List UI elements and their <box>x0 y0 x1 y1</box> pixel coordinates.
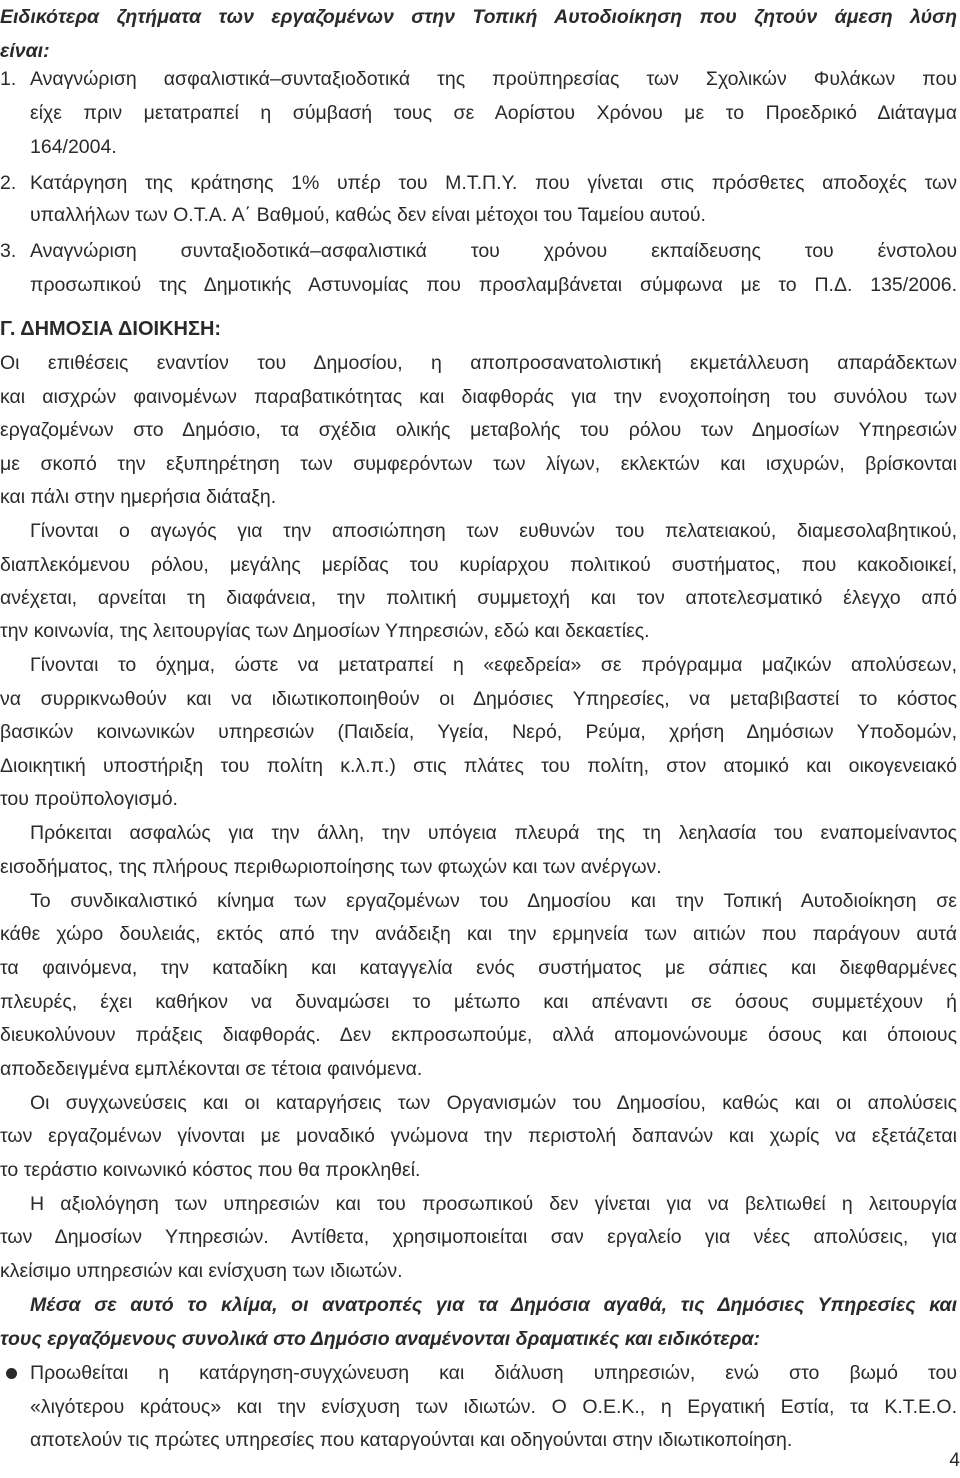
bullet-line-2: «λιγότερου κράτους» και την ενίσχυση των ιδιωτών. Ο Ο.Ε.Κ., η Εργατική Εστία, τα Κ.Τ.Ε.Ο. <box>30 1396 957 1418</box>
emphasis-line-1: Μέσα σε αυτό το κλίμα, οι ανατροπές για τα Δημόσια αγαθά, τις Δημόσιες Υπηρεσίες και <box>30 1294 957 1316</box>
paragraph-6-line-1: Οι συγχωνεύσεις και οι καταργήσεις των Οργανισμών του Δημοσίου, καθώς και οι απολύσεις <box>30 1092 957 1114</box>
bullet-line-1: Προωθείται η κατάργηση-συγχώνευση και διάλυση υπηρεσιών, ενώ στο βωμό του <box>30 1362 957 1384</box>
emphasis-line-2: τους εργαζόμενους συνολικά στο Δημόσιο αναμένονται δραματικές και ειδικότερα: <box>0 1328 761 1350</box>
paragraph-5-line-6: αποδεδειγμένα εμπλέκονται σε τέτοια φαινόμενα. <box>0 1058 423 1080</box>
item-3-line-2: προσωπικού της Δημοτικής Αστυνομίας που προσλαμβάνεται σύμφωνα με το Π.Δ. 135/2006. <box>30 274 957 296</box>
paragraph-2-line-2: διαπλεκόμενου ρόλου, μεγάλης μερίδας του κυρίαρχου πολιτικού συστήματος, που κακοδιοικεί, <box>0 554 957 576</box>
paragraph-4-line-1: Πρόκειται ασφαλώς για την άλλη, την υπόγεια πλευρά της τη λεηλασία του εναπομείναντος <box>30 822 957 844</box>
paragraph-4-line-2: εισοδήματος, της πλήρους περιθωριοποίησης των φτωχών και των ανέργων. <box>0 856 662 878</box>
paragraph-3-line-4: Διοικητική υποστήριξη του πολίτη κ.λ.π.) στις πλάτες του πολίτη, στον ατομικό και οικογενειακό <box>0 755 957 777</box>
paragraph-5-line-3: τα φαινόμενα, την καταδίκη και καταγγελία ενός συστήματος με σάπιες και διεφθαρμένες <box>0 957 957 979</box>
item-1-line-3: 164/2004. <box>30 136 117 158</box>
paragraph-2-line-1: Γίνονται ο αγωγός για την αποσιώπηση των ευθυνών του πελατειακού, διαμεσολαβητικού, <box>30 520 957 542</box>
list-number-3: 3. <box>0 240 17 262</box>
paragraph-6-line-3: το τεράστιο κοινωνικό κόστος που θα προκληθεί. <box>0 1159 421 1181</box>
item-3-line-1: Αναγνώριση συνταξιοδοτικά–ασφαλιστικά του χρόνου εκπαίδευσης του ένστολου <box>30 240 957 262</box>
list-number-1: 1. <box>0 68 17 90</box>
paragraph-7-line-2: των Δημοσίων Υπηρεσιών. Αντίθετα, χρησιμοποιείται σαν εργαλείο για νέες απολύσεις, για <box>0 1226 957 1248</box>
list-number-2: 2. <box>0 172 17 194</box>
paragraph-3-line-3: βασικών κοινωνικών υπηρεσιών (Παιδεία, Υγεία, Νερό, Ρεύμα, χρήση Δημόσιων Υποδομών, <box>0 721 957 743</box>
paragraph-7-line-1: Η αξιολόγηση των υπηρεσιών και του προσωπικού δεν γίνεται για να βελτιωθεί η λειτουργία <box>30 1193 957 1215</box>
page-number: 4 <box>949 1450 960 1471</box>
intro-heading-line-2: είναι: <box>0 40 50 62</box>
paragraph-3-line-1: Γίνονται το όχημα, ώστε να μετατραπεί η «εφεδρεία» σε πρόγραμμα μαζικών απολύσεων, <box>30 654 957 676</box>
intro-heading-line-1: Ειδικότερα ζητήματα των εργαζομένων στην Τοπική Αυτοδιοίκηση που ζητούν άμεση λύση <box>0 6 957 28</box>
item-1-line-2: είχε πριν μετατραπεί η σύμβασή τους σε Αορίστου Χρόνου με το Προεδρικό Διάταγμα <box>30 102 957 124</box>
paragraph-5-line-4: πλευρές, έχει καθήκον να δυναμώσει το μέτωπο και απέναντι σε όσους συμμετέχουν ή <box>0 991 957 1013</box>
paragraph-1-line-5: και πάλι στην ημερήσια διάταξη. <box>0 486 277 508</box>
paragraph-1-line-1: Οι επιθέσεις εναντίον του Δημοσίου, η αποπροσανατολιστική εκμετάλλευση απαράδεκτων <box>0 352 957 374</box>
paragraph-1-line-3: εργαζομένων στο Δημόσιο, τα σχέδια ολικής μεταβολής του ρόλου των Δημοσίων Υπηρεσιών <box>0 419 957 441</box>
paragraph-3-line-2: να συρρικνωθούν και να ιδιωτικοποιηθούν οι Δημόσιες Υπηρεσίες, να μεταβιβαστεί το κόστος <box>0 688 957 710</box>
bullet-line-3: αποτελούν τις πρώτες υπηρεσίες που καταργούνται και οδηγούνται στην ιδιωτικοποίηση. <box>30 1429 793 1451</box>
paragraph-7-line-3: κλείσιμο υπηρεσιών και ενίσχυση των ιδιωτών. <box>0 1260 403 1282</box>
item-2-line-1: Κατάργηση της κράτησης 1% υπέρ του Μ.Τ.Π.Υ. που γίνεται στις πρόσθετες αποδοχές των <box>30 172 957 194</box>
paragraph-2-line-3: ανέχεται, αρνείται τη διαφάνεια, την πολιτική συμμετοχή και τον αποτελεσματικό έλεγχο από <box>0 587 957 609</box>
item-2-line-2: υπαλλήλων των Ο.Τ.Α. Α΄ Βαθμού, καθώς δεν είναι μέτοχοι του Ταμείου αυτού. <box>30 204 706 226</box>
paragraph-6-line-2: των εργαζομένων γίνονται με μοναδικό γνώμονα την περιστολή δαπανών και χωρίς να εξετάζεται <box>0 1125 957 1147</box>
paragraph-2-line-4: την κοινωνία, της λειτουργίας των Δημοσίων Υπηρεσιών, εδώ και δεκαετίες. <box>0 620 650 642</box>
bullet-dot-icon <box>6 1368 17 1379</box>
item-1-line-1: Αναγνώριση ασφαλιστικά–συνταξιοδοτικά της προϋπηρεσίας των Σχολικών Φυλάκων που <box>30 68 957 90</box>
paragraph-1-line-2: και αισχρών φαινομένων παραβατικότητας και διαφθοράς για την ενοχοποίηση του συνόλου των <box>0 386 957 408</box>
paragraph-3-line-5: του προϋπολογισμό. <box>0 788 178 810</box>
paragraph-5-line-2: κάθε χώρο δουλειάς, εκτός από την ανάδειξη και την ερμηνεία των αιτιών που παράγουν αυτά <box>0 923 957 945</box>
section-heading: Γ. ΔΗΜΟΣΙΑ ΔΙΟΙΚΗΣΗ: <box>0 318 222 340</box>
paragraph-5-line-1: Το συνδικαλιστικό κίνημα των εργαζομένων του Δημοσίου και την Τοπική Αυτοδιοίκηση σε <box>30 890 957 912</box>
paragraph-1-line-4: με σκοπό την εξυπηρέτηση των συμφερόντων των λίγων, εκλεκτών και ισχυρών, βρίσκονται <box>0 453 957 475</box>
paragraph-5-line-5: διευκολύνουν πράξεις διαφθοράς. Δεν εκπροσωπούμε, αλλά απομονώνουμε όσους και όποιους <box>0 1024 957 1046</box>
